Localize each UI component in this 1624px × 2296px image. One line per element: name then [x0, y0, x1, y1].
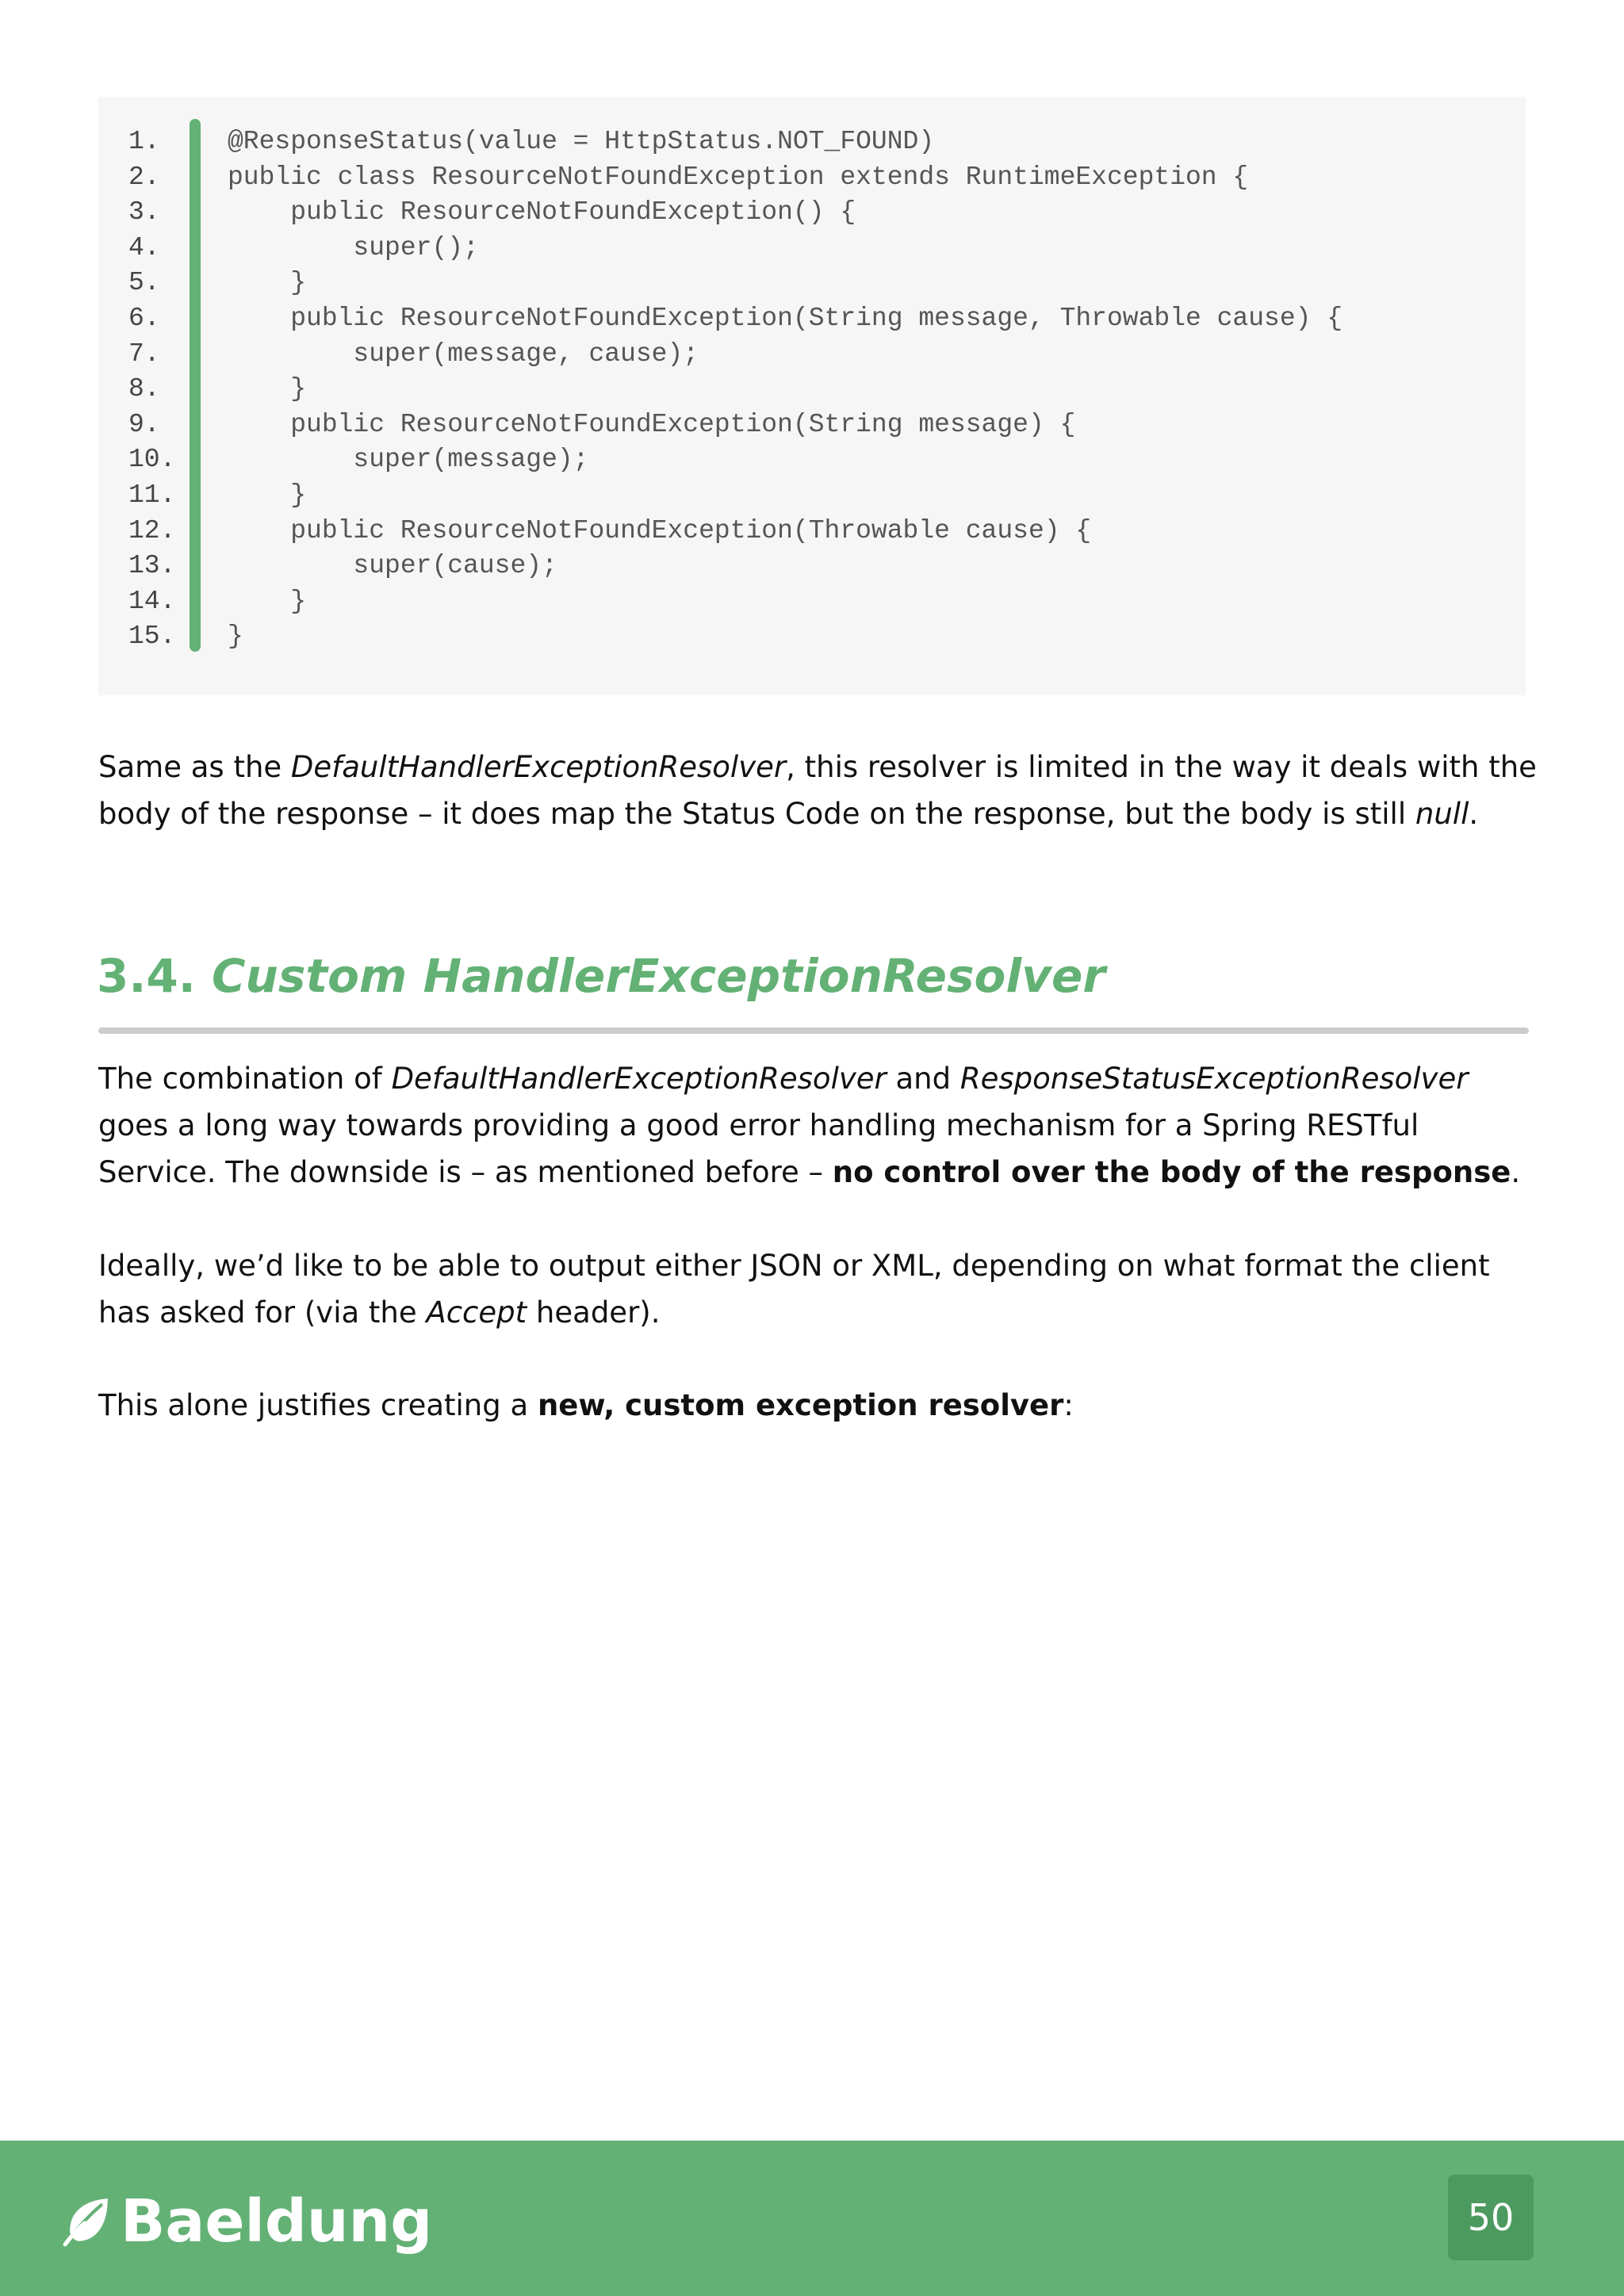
code-line: super(message, cause); — [228, 339, 699, 369]
section-heading — [97, 948, 1105, 1004]
emphasis: new, custom exception resolver — [537, 1388, 1064, 1422]
line-number: 9. — [128, 409, 160, 439]
code-line: public ResourceNotFoundException(Throwable cause) { — [228, 515, 1092, 545]
code-line: } — [228, 268, 307, 298]
text: This alone justifies creating a — [98, 1388, 538, 1422]
paragraph-output-format — [98, 1242, 1542, 1336]
line-number: 7. — [128, 339, 160, 369]
text: Ideally, we’d like to be able to output either JSON or XML, depending on what format the client has asked for (via the — [98, 1249, 1490, 1330]
code-term: null — [1415, 797, 1469, 831]
code-line: } — [228, 374, 307, 404]
text: header). — [527, 1295, 661, 1330]
class-name: DefaultHandlerExceptionResolver — [391, 1062, 887, 1096]
paragraph-resolver-limitation — [98, 744, 1542, 837]
line-number: 8. — [128, 374, 160, 404]
class-name: ResponseStatusExceptionResolver — [959, 1062, 1469, 1096]
line-number: 2. — [128, 162, 160, 192]
code-block — [98, 97, 1526, 695]
section-number: 3.4. — [97, 949, 196, 1003]
code-line: } — [228, 586, 307, 616]
code-line: super(message); — [228, 445, 589, 475]
line-number: 13. — [128, 551, 176, 581]
code-line: public ResourceNotFoundException(String message, Throwable cause) { — [228, 303, 1343, 333]
text: The combination of — [98, 1062, 392, 1096]
line-number: 14. — [128, 586, 176, 616]
brand-name: Baeldung — [121, 2187, 433, 2256]
code-line: @ResponseStatus(value = HttpStatus.NOT_FOUND) — [228, 127, 935, 156]
code-lines — [228, 124, 1342, 655]
line-number: 4. — [128, 232, 160, 262]
code-line: public class ResourceNotFoundException extends RuntimeException { — [228, 162, 1249, 192]
header-name: Accept — [426, 1295, 527, 1330]
line-number: 11. — [128, 480, 176, 510]
line-number: 1. — [128, 127, 160, 156]
text: : — [1063, 1388, 1074, 1422]
class-name: DefaultHandlerExceptionResolver — [290, 750, 787, 784]
paragraph-combination — [98, 1055, 1542, 1196]
section-title: Custom HandlerExceptionResolver — [211, 949, 1105, 1003]
code-line-numbers — [128, 124, 175, 655]
code-line: } — [228, 622, 243, 652]
line-number: 6. — [128, 303, 160, 333]
line-number: 3. — [128, 197, 160, 228]
code-line: super(); — [228, 232, 479, 262]
line-number: 12. — [128, 515, 176, 545]
code-line: public ResourceNotFoundException(String message) { — [228, 409, 1076, 439]
code-accent-bar — [190, 119, 201, 652]
paragraph-justification — [98, 1382, 1542, 1429]
text: goes a long way towards providing a good error handling mechanism for a Spring RESTful Service. The downside is – as mentioned before – — [98, 1108, 1419, 1189]
text: . — [1469, 797, 1479, 831]
line-number: 15. — [128, 622, 176, 652]
text: Same as the — [98, 750, 291, 784]
line-number: 5. — [128, 268, 160, 298]
brand-logo — [60, 2187, 433, 2256]
text: . — [1511, 1155, 1521, 1189]
page-number-badge: 50 — [1448, 2175, 1534, 2260]
leaf-icon — [60, 2195, 113, 2248]
code-line: } — [228, 480, 307, 510]
code-line: super(cause); — [228, 551, 557, 581]
heading-divider — [98, 1027, 1529, 1034]
code-line: public ResourceNotFoundException() { — [228, 197, 856, 228]
page-footer — [0, 2141, 1624, 2296]
emphasis: no control over the body of the response — [832, 1155, 1511, 1189]
line-number: 10. — [128, 445, 176, 475]
text: and — [886, 1062, 960, 1096]
text: , this resolver is limited in the way it deals with the body of the response – it does map the Status Code on the response, but the body is still — [98, 750, 1537, 831]
